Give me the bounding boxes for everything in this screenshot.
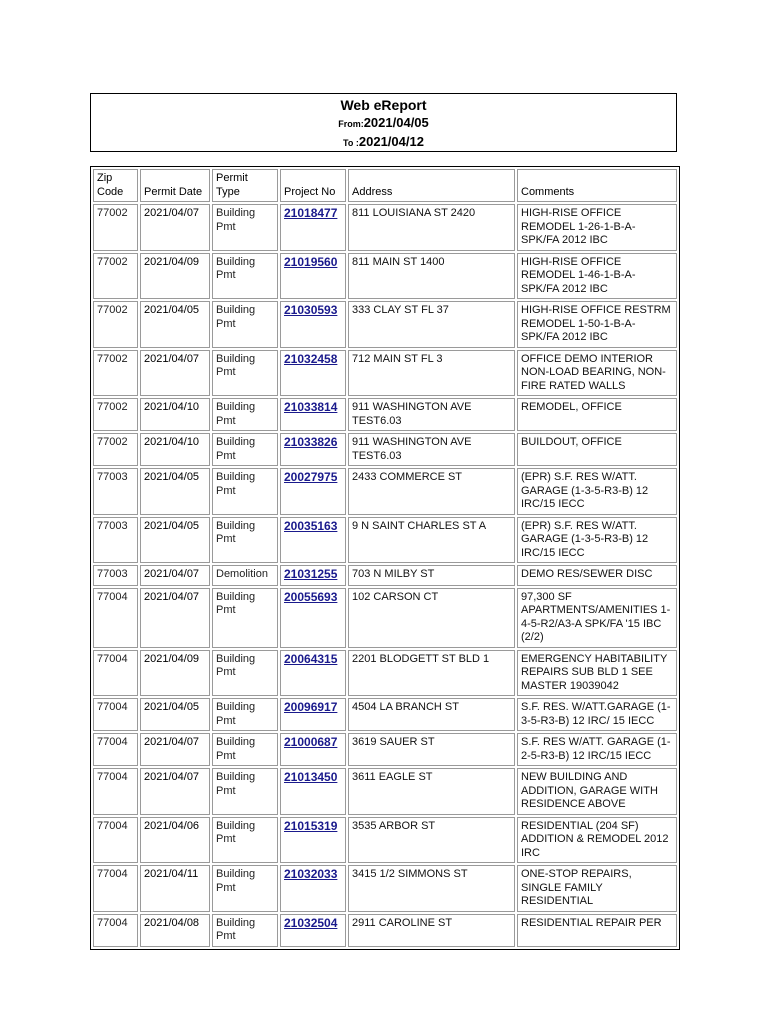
project-no-cell bbox=[280, 698, 346, 731]
project-number-link[interactable]: 21031255 bbox=[284, 567, 338, 581]
permit-date-cell: 2021/04/05 bbox=[140, 468, 210, 515]
project-number-link[interactable]: 20055693 bbox=[284, 589, 338, 604]
project-number-link[interactable]: 20064315 bbox=[284, 651, 338, 666]
zip-code-cell: 77004 bbox=[93, 733, 138, 766]
permit-date-cell: 2021/04/07 bbox=[140, 565, 210, 586]
project-no-cell bbox=[280, 565, 346, 586]
project-number-link[interactable]: 21019560 bbox=[284, 254, 338, 269]
address-cell: 911 WASHINGTON AVE TEST6.03 bbox=[348, 433, 515, 466]
table-row bbox=[93, 468, 677, 515]
table-row bbox=[93, 398, 677, 431]
header-zip-code: Zip Code bbox=[93, 169, 138, 202]
header-address: Address bbox=[348, 169, 515, 202]
permit-type-cell: Building Pmt bbox=[212, 204, 278, 251]
table-row bbox=[93, 253, 677, 300]
permit-type-cell: Building Pmt bbox=[212, 588, 278, 648]
report-title: Web eReport bbox=[340, 97, 427, 113]
comments-cell: (EPR) S.F. RES W/ATT. GARAGE (1-3-5-R3-B) 12 IRC/15 IECC bbox=[517, 468, 677, 515]
address-cell: 3611 EAGLE ST bbox=[348, 768, 515, 815]
permit-type-cell: Building Pmt bbox=[212, 768, 278, 815]
address-cell: 3535 ARBOR ST bbox=[348, 817, 515, 864]
permit-date-cell: 2021/04/09 bbox=[140, 650, 210, 697]
permit-type-cell: Building Pmt bbox=[212, 468, 278, 515]
comments-cell: (EPR) S.F. RES W/ATT. GARAGE (1-3-5-R3-B) 12 IRC/15 IECC bbox=[517, 517, 677, 564]
permit-type-cell: Building Pmt bbox=[212, 865, 278, 912]
permit-date-cell: 2021/04/11 bbox=[140, 865, 210, 912]
table-row bbox=[93, 350, 677, 397]
address-cell: 102 CARSON CT bbox=[348, 588, 515, 648]
project-number-link[interactable]: 21032033 bbox=[284, 867, 338, 881]
address-cell: 2433 COMMERCE ST bbox=[348, 468, 515, 515]
table-row bbox=[93, 433, 677, 466]
project-no-cell bbox=[280, 650, 346, 697]
address-cell: 333 CLAY ST FL 37 bbox=[348, 301, 515, 348]
table-row bbox=[93, 517, 677, 564]
address-cell: 703 N MILBY ST bbox=[348, 565, 515, 586]
zip-code-cell: 77004 bbox=[93, 817, 138, 864]
table-row bbox=[93, 301, 677, 348]
project-number-link[interactable]: 21033826 bbox=[284, 435, 338, 449]
comments-cell: DEMO RES/SEWER DISC bbox=[517, 565, 677, 586]
permit-type-cell: Building Pmt bbox=[212, 301, 278, 348]
project-no-cell bbox=[280, 914, 346, 947]
project-no-cell bbox=[280, 768, 346, 815]
permit-date-cell: 2021/04/07 bbox=[140, 588, 210, 648]
permits-table-container bbox=[90, 166, 680, 942]
zip-code-cell: 77002 bbox=[93, 301, 138, 348]
comments-cell: 97,300 SF APARTMENTS/AMENITIES 1-4-5-R2/A3-A SPK/FA '15 IBC (2/2) bbox=[517, 588, 677, 648]
comments-cell: HIGH-RISE OFFICE REMODEL 1-26-1-B-A-SPK/FA 2012 IBC bbox=[517, 204, 677, 251]
table-body bbox=[93, 204, 677, 947]
comments-cell: HIGH-RISE OFFICE REMODEL 1-46-1-B-A-SPK/FA 2012 IBC bbox=[517, 253, 677, 300]
project-no-cell bbox=[280, 468, 346, 515]
permit-date-cell: 2021/04/08 bbox=[140, 914, 210, 947]
zip-code-cell: 77003 bbox=[93, 565, 138, 586]
to-date: 2021/04/12 bbox=[358, 134, 424, 149]
zip-code-cell: 77004 bbox=[93, 865, 138, 912]
address-cell: 2201 BLODGETT ST BLD 1 bbox=[348, 650, 515, 697]
from-date: 2021/04/05 bbox=[363, 115, 429, 130]
comments-cell: BUILDOUT, OFFICE bbox=[517, 433, 677, 466]
permit-date-cell: 2021/04/07 bbox=[140, 768, 210, 815]
permit-date-cell: 2021/04/05 bbox=[140, 301, 210, 348]
zip-code-cell: 77004 bbox=[93, 588, 138, 648]
permit-type-cell: Building Pmt bbox=[212, 433, 278, 466]
address-cell: 712 MAIN ST FL 3 bbox=[348, 350, 515, 397]
zip-code-cell: 77003 bbox=[93, 468, 138, 515]
table-row bbox=[93, 698, 677, 731]
table-row bbox=[93, 733, 677, 766]
address-cell: 3415 1/2 SIMMONS ST bbox=[348, 865, 515, 912]
permit-date-cell: 2021/04/10 bbox=[140, 398, 210, 431]
project-no-cell bbox=[280, 253, 346, 300]
from-label: From: bbox=[338, 119, 364, 129]
comments-cell: S.F. RES W/ATT. GARAGE (1-2-5-R3-B) 12 IRC/15 IECC bbox=[517, 733, 677, 766]
table-row bbox=[93, 204, 677, 251]
permit-type-cell: Building Pmt bbox=[212, 398, 278, 431]
permit-type-cell: Building Pmt bbox=[212, 817, 278, 864]
table-row bbox=[93, 588, 677, 648]
zip-code-cell: 77002 bbox=[93, 398, 138, 431]
permit-date-cell: 2021/04/07 bbox=[140, 350, 210, 397]
zip-code-cell: 77002 bbox=[93, 204, 138, 251]
project-number-link[interactable]: 20027975 bbox=[284, 470, 338, 484]
project-number-link[interactable]: 21013450 bbox=[284, 770, 338, 784]
project-number-link[interactable]: 21015319 bbox=[284, 818, 338, 833]
zip-code-cell: 77004 bbox=[93, 768, 138, 815]
table-row bbox=[93, 565, 677, 586]
zip-code-cell: 77004 bbox=[93, 698, 138, 731]
comments-cell: ONE-STOP REPAIRS, SINGLE FAMILY RESIDENTIAL bbox=[517, 865, 677, 912]
table-row bbox=[93, 914, 677, 947]
project-number-link[interactable]: 20035163 bbox=[284, 518, 338, 533]
comments-cell: S.F. RES. W/ATT.GARAGE (1-3-5-R3-B) 12 IRC/ 15 IECC bbox=[517, 698, 677, 731]
project-number-link[interactable]: 21033814 bbox=[284, 400, 338, 414]
project-no-cell bbox=[280, 433, 346, 466]
project-no-cell bbox=[280, 865, 346, 912]
to-label: To : bbox=[343, 138, 359, 148]
permit-date-cell: 2021/04/07 bbox=[140, 204, 210, 251]
address-cell: 4504 LA BRANCH ST bbox=[348, 698, 515, 731]
permit-type-cell: Building Pmt bbox=[212, 733, 278, 766]
permit-type-cell: Building Pmt bbox=[212, 350, 278, 397]
project-no-cell bbox=[280, 398, 346, 431]
zip-code-cell: 77002 bbox=[93, 433, 138, 466]
table-row bbox=[93, 817, 677, 864]
permit-type-cell: Building Pmt bbox=[212, 650, 278, 697]
permit-type-cell: Demolition bbox=[212, 565, 278, 586]
zip-code-cell: 77004 bbox=[93, 650, 138, 697]
report-header bbox=[90, 93, 677, 152]
permit-date-cell: 2021/04/07 bbox=[140, 733, 210, 766]
project-number-link[interactable]: 21000687 bbox=[284, 735, 338, 749]
project-no-cell bbox=[280, 517, 346, 564]
permit-date-cell: 2021/04/09 bbox=[140, 253, 210, 300]
project-no-cell bbox=[280, 350, 346, 397]
permit-type-cell: Building Pmt bbox=[212, 914, 278, 947]
address-cell: 811 LOUISIANA ST 2420 bbox=[348, 204, 515, 251]
table-row bbox=[93, 865, 677, 912]
permit-date-cell: 2021/04/05 bbox=[140, 698, 210, 731]
permit-type-cell: Building Pmt bbox=[212, 253, 278, 300]
comments-cell: EMERGENCY HABITABILITY REPAIRS SUB BLD 1 SEE MASTER 19039042 bbox=[517, 650, 677, 697]
address-cell: 3619 SAUER ST bbox=[348, 733, 515, 766]
project-no-cell bbox=[280, 733, 346, 766]
project-number-link[interactable]: 21030593 bbox=[284, 303, 338, 317]
zip-code-cell: 77002 bbox=[93, 350, 138, 397]
comments-cell: HIGH-RISE OFFICE RESTRM REMODEL 1-50-1-B-A-SPK/FA 2012 IBC bbox=[517, 301, 677, 348]
permit-date-cell: 2021/04/05 bbox=[140, 517, 210, 564]
permit-type-cell: Building Pmt bbox=[212, 517, 278, 564]
header-comments: Comments bbox=[517, 169, 677, 202]
header-project-no: Project No bbox=[280, 169, 346, 202]
zip-code-cell: 77004 bbox=[93, 914, 138, 947]
permits-table bbox=[90, 166, 680, 950]
comments-cell: RESIDENTIAL (204 SF) ADDITION & REMODEL 2012 IRC bbox=[517, 817, 677, 864]
permit-type-cell: Building Pmt bbox=[212, 698, 278, 731]
comments-cell: RESIDENTIAL REPAIR PER bbox=[517, 914, 677, 947]
header-permit-type: Permit Type bbox=[212, 169, 278, 202]
to-date-line bbox=[91, 133, 676, 152]
project-no-cell bbox=[280, 204, 346, 251]
from-date-line bbox=[91, 114, 676, 133]
zip-code-cell: 77003 bbox=[93, 517, 138, 564]
table-row bbox=[93, 768, 677, 815]
permit-date-cell: 2021/04/10 bbox=[140, 433, 210, 466]
project-no-cell bbox=[280, 301, 346, 348]
address-cell: 911 WASHINGTON AVE TEST6.03 bbox=[348, 398, 515, 431]
project-number-link[interactable]: 21032504 bbox=[284, 915, 338, 930]
permit-date-cell: 2021/04/06 bbox=[140, 817, 210, 864]
project-number-link[interactable]: 20096917 bbox=[284, 700, 338, 714]
project-number-link[interactable]: 21032458 bbox=[284, 351, 338, 366]
project-no-cell bbox=[280, 817, 346, 864]
comments-cell: OFFICE DEMO INTERIOR NON-LOAD BEARING, NON-FIRE RATED WALLS bbox=[517, 350, 677, 397]
address-cell: 811 MAIN ST 1400 bbox=[348, 253, 515, 300]
address-cell: 2911 CAROLINE ST bbox=[348, 914, 515, 947]
table-header-row bbox=[93, 169, 677, 202]
address-cell: 9 N SAINT CHARLES ST A bbox=[348, 517, 515, 564]
project-number-link[interactable]: 21018477 bbox=[284, 206, 338, 220]
table-row bbox=[93, 650, 677, 697]
header-permit-date: Permit Date bbox=[140, 169, 210, 202]
comments-cell: NEW BUILDING AND ADDITION, GARAGE WITH RESIDENCE ABOVE bbox=[517, 768, 677, 815]
comments-cell: REMODEL, OFFICE bbox=[517, 398, 677, 431]
zip-code-cell: 77002 bbox=[93, 253, 138, 300]
project-no-cell bbox=[280, 588, 346, 648]
